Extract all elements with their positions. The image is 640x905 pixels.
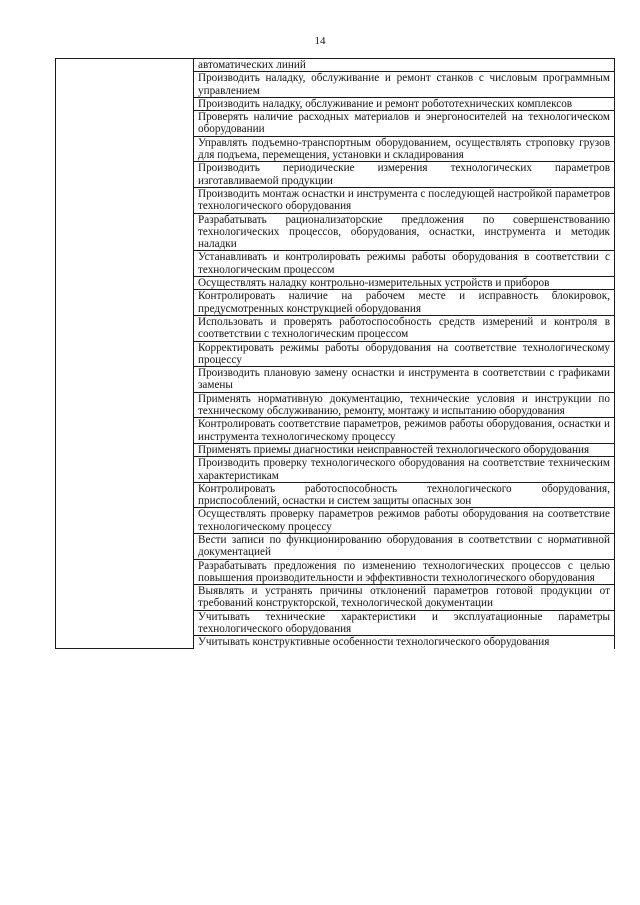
competency-cell — [194, 277, 615, 290]
competency-text: Корректировать режимы работы оборудования на соответствие технологическому процессу — [198, 341, 610, 366]
competency-cell — [194, 136, 615, 162]
competency-text: Контролировать соответствие параметров, режимов работы оборудования, оснастки и инструмента технологическому процессу — [198, 418, 610, 443]
competency-table — [55, 58, 615, 649]
competency-text: Осуществлять наладку контрольно-измерительных устройств и приборов — [198, 277, 550, 290]
competency-cell — [194, 59, 615, 72]
page-number: 14 — [314, 35, 326, 47]
competency-cell — [194, 585, 615, 611]
competency-cell — [194, 392, 615, 418]
competency-cell — [194, 418, 615, 444]
competency-text: Учитывать конструктивные особенности технологического оборудования — [198, 636, 550, 649]
competency-text: Производить наладку, обслуживание и ремонт робототехнических комплексов — [198, 97, 573, 110]
competency-text: Производить монтаж оснастки и инструмента с последующей настройкой параметров технологического оборудования — [198, 187, 610, 213]
competency-text: Производить плановую замену оснастки и инструмента в соответствии с графиками замены — [198, 367, 610, 392]
competency-text: Производить проверку технологического оборудования на соответствие техническим характеристикам — [198, 457, 610, 482]
competency-cell — [194, 162, 615, 188]
competency-text: Выявлять и устранять причины отклонений параметров готовой продукции от требований конструкторской, технологической документации — [198, 585, 610, 610]
competency-text: Проверять наличие расходных материалов и энергоносителей на технологическом оборудовании — [198, 111, 610, 136]
competency-cell — [194, 251, 615, 277]
competency-text: автоматических линий — [198, 59, 306, 71]
competency-text: Контролировать работоспособность технологического оборудования, приспособлений, оснастки и систем защиты опасных зон — [198, 482, 610, 508]
competency-text: Управлять подъемно-транспортным оборудованием, осуществлять строповку грузов для подъема, перемещения, установки и складирования — [198, 136, 610, 162]
competency-cell — [194, 72, 615, 98]
competency-cell — [194, 315, 615, 341]
competency-cell — [194, 559, 615, 585]
competency-text: Производить периодические измерения технологических параметров изготавливаемой продукции — [198, 162, 610, 187]
competency-text: Применять нормативную документацию, технические условия и инструкции по техническому обслуживанию, ремонту, монтажу и испытанию оборудования — [198, 392, 610, 418]
competency-cell — [194, 367, 615, 393]
competency-cell — [194, 97, 615, 110]
competency-cell — [194, 111, 615, 137]
competency-text: Устанавливать и контролировать режимы работы оборудования в соответствии с технологическим процессом — [198, 251, 610, 276]
competency-text: Использовать и проверять работоспособность средств измерений и контроля в соответствии с технологическим процессом — [198, 315, 610, 341]
competency-cell — [194, 341, 615, 367]
competency-cell — [194, 482, 615, 508]
competency-text: Применять приемы диагностики неисправностей технологического оборудования — [198, 443, 590, 456]
competency-text: Разрабатывать предложения по изменению технологических процессов с целью повышения производительности и эффективности технологического оборудования — [198, 559, 610, 584]
competency-text: Осуществлять проверку параметров режимов работы оборудования на соответствие технологическому процессу — [198, 508, 610, 533]
competency-cell — [194, 636, 615, 649]
competency-cell — [194, 290, 615, 316]
competency-cell — [194, 533, 615, 559]
competency-cell — [194, 187, 615, 213]
competency-text: Учитывать технические характеристики и эксплуатационные параметры технологического оборудования — [198, 610, 610, 636]
competency-text: Производить наладку, обслуживание и ремонт станков с числовым программным управлением — [198, 72, 610, 97]
competency-text: Вести записи по функционированию оборудования в соответствии с нормативной документацией — [198, 533, 610, 559]
table-row — [56, 59, 615, 72]
competency-cell — [194, 457, 615, 483]
left-column-cell — [56, 59, 194, 649]
competency-cell — [194, 443, 615, 456]
competency-cell — [194, 213, 615, 251]
competency-cell — [194, 610, 615, 636]
competency-cell — [194, 508, 615, 534]
competency-text: Контролировать наличие на рабочем месте и исправность блокировок, предусмотренных конструкцией оборудования — [198, 290, 610, 315]
competency-text: Разрабатывать рационализаторские предложения по совершенствованию технологических процессов, оборудования, оснастки, инструмента и методик наладки — [198, 213, 610, 251]
table-body — [56, 59, 615, 649]
